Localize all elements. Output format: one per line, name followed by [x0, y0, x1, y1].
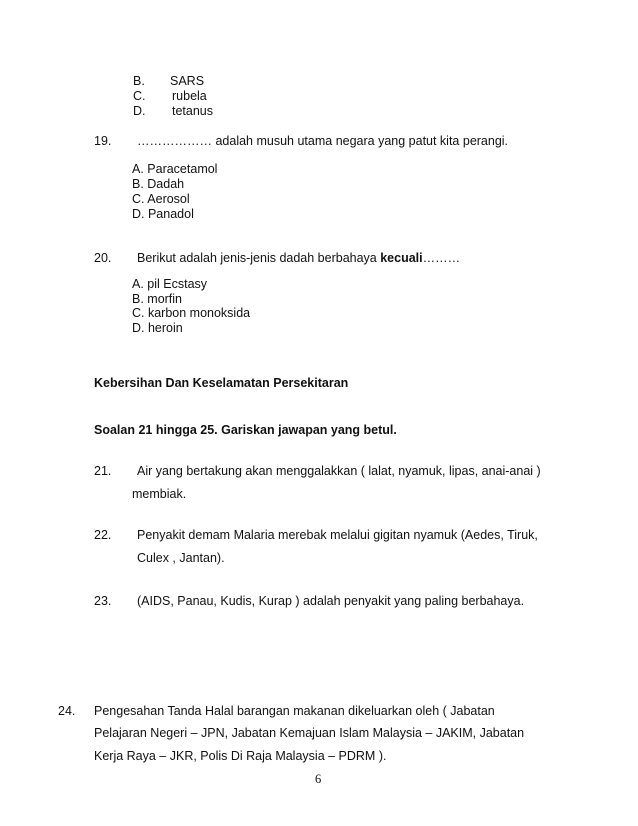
q18-option-d-text: tetanus — [172, 104, 214, 118]
q20-option-d: D. heroin — [132, 321, 183, 335]
q23-line-1: (AIDS, Panau, Kudis, Kurap ) adalah penyakit yang paling berbahaya. — [137, 594, 525, 608]
q22-line-2: Culex , Jantan). — [137, 551, 225, 565]
q19-option-a: A. Paracetamol — [132, 162, 218, 176]
q20-text-after: ……… — [422, 251, 461, 265]
q24-line-1: Pengesahan Tanda Halal barangan makanan dikeluarkan oleh ( Jabatan — [94, 704, 495, 718]
q20-text-before: Berikut adalah jenis-jenis dadah berbahaya — [137, 251, 381, 265]
q19-option-c: C. Aerosol — [132, 192, 190, 206]
q18-option-c-text: rubela — [172, 89, 207, 103]
q19-question — [137, 134, 508, 149]
q19-number: 19. — [94, 134, 112, 148]
q22-number: 22. — [94, 528, 112, 542]
q19-option-b: B. Dadah — [132, 177, 185, 191]
q19-option-d: D. Panadol — [132, 207, 194, 221]
q18-option-d-letter: D. — [133, 104, 146, 118]
q24-line-3: Kerja Raya – JKR, Polis Di Raja Malaysia – PDRM ). — [94, 749, 387, 763]
q20-question — [137, 251, 460, 266]
q18-option-b-letter: B. — [133, 74, 145, 88]
q20-text-bold: kecuali — [380, 251, 423, 265]
q20-number: 20. — [94, 251, 112, 265]
q18-option-c-letter: C. — [133, 89, 146, 103]
q19-text: adalah musuh utama negara yang patut kita perangi. — [212, 134, 509, 148]
q24-number: 24. — [58, 704, 76, 718]
page-number: 6 — [315, 772, 322, 786]
q21-line-2: membiak. — [132, 487, 187, 501]
q20-option-c: C. karbon monoksida — [132, 306, 251, 320]
q20-option-b: B. morfin — [132, 292, 183, 306]
q21-line-1: Air yang bertakung akan menggalakkan ( lalat, nyamuk, lipas, anai-anai ) — [137, 464, 541, 478]
q23-number: 23. — [94, 594, 112, 608]
section-instruction: Soalan 21 hingga 25. Gariskan jawapan yang betul. — [94, 423, 397, 437]
q18-option-b-text: SARS — [170, 74, 205, 88]
q19-blank: ……………… — [137, 134, 212, 148]
q20-option-a: A. pil Ecstasy — [132, 277, 208, 291]
section-title: Kebersihan Dan Keselamatan Persekitaran — [94, 376, 349, 390]
q21-number: 21. — [94, 464, 112, 478]
q24-line-2: Pelajaran Negeri – JPN, Jabatan Kemajuan Islam Malaysia – JAKIM, Jabatan — [94, 726, 525, 740]
q22-line-1: Penyakit demam Malaria merebak melalui gigitan nyamuk (Aedes, Tiruk, — [137, 528, 538, 542]
